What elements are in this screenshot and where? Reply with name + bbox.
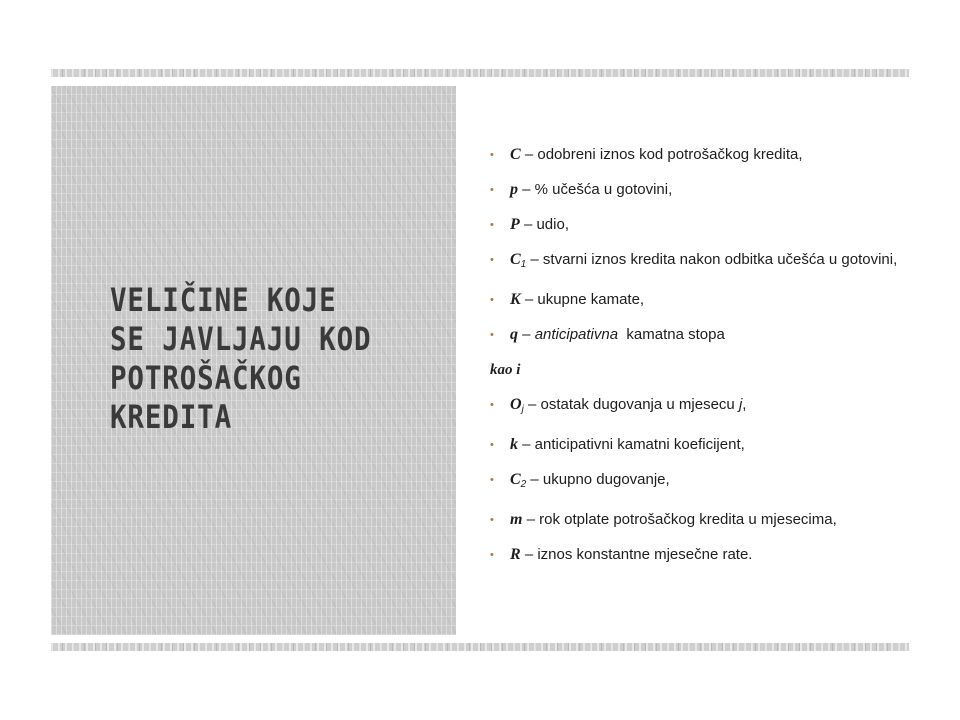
list-item	[490, 510, 900, 530]
list-item	[490, 180, 900, 200]
connector-text	[490, 360, 900, 380]
symbol-subscript: 1	[520, 259, 527, 270]
item-dash: –	[518, 326, 535, 343]
symbol: R	[510, 546, 521, 563]
kao-i-label: kao i	[490, 362, 521, 378]
list-item	[490, 250, 900, 275]
item-text: – udio,	[519, 216, 569, 233]
definitions-group-b	[490, 435, 900, 565]
item-text: – ukupne kamate,	[520, 291, 645, 308]
definitions-group-q	[490, 325, 900, 345]
symbol: C	[510, 146, 521, 163]
definitions-group-o	[490, 395, 900, 420]
bullet-icon: •	[490, 184, 494, 196]
item-text: – ukupno dugovanje,	[526, 471, 670, 488]
symbol: K	[510, 291, 521, 308]
symbol: P	[510, 216, 520, 233]
item-emphasis: j	[738, 396, 743, 413]
bullet-icon: •	[490, 549, 494, 561]
list-item	[490, 470, 900, 495]
bullet-icon: •	[490, 149, 494, 161]
bullet-icon: •	[490, 329, 494, 341]
item-emphasis: anticipativna	[534, 326, 619, 343]
item-text: – ostatak dugovanja u mjesecu	[523, 396, 739, 413]
list-item	[490, 545, 900, 565]
symbol: m	[510, 511, 523, 528]
slide-title: VELIČINE KOJE SE JAVLJAJU KOD POTROŠAČKOG KREDITA	[110, 281, 372, 436]
symbol: q	[510, 326, 518, 343]
symbol-subscript: 2	[520, 479, 527, 490]
list-item	[490, 290, 900, 310]
list-item	[490, 435, 900, 455]
bullet-icon: •	[490, 399, 494, 411]
symbol: C	[510, 471, 521, 488]
list-item	[490, 325, 900, 345]
symbol: k	[510, 436, 518, 453]
bullet-icon: •	[490, 514, 494, 526]
item-tail: ,	[742, 396, 747, 413]
item-text: – % učešća u gotovini,	[518, 181, 673, 198]
bottom-texture-band	[51, 643, 909, 651]
symbol-subscript: j	[521, 404, 524, 415]
symbol: O	[510, 396, 522, 413]
definitions-list	[490, 145, 900, 580]
bullet-icon: •	[490, 219, 494, 231]
list-item	[490, 145, 900, 165]
bullet-icon: •	[490, 254, 494, 266]
bullet-icon: •	[490, 474, 494, 486]
bullet-icon: •	[490, 294, 494, 306]
item-text: – odobreni iznos kod potrošačkog kredita,	[520, 146, 803, 163]
item-text: – anticipativni kamatni koeficijent,	[518, 436, 745, 453]
list-item	[490, 395, 900, 420]
symbol: p	[510, 181, 518, 198]
list-item	[490, 215, 900, 235]
symbol: C	[510, 251, 521, 268]
item-text: kamatna stopa	[618, 326, 725, 343]
item-text: – stvarni iznos kredita nakon odbitka učešća u gotovini,	[526, 251, 898, 268]
bullet-icon: •	[490, 439, 494, 451]
top-texture-band	[51, 69, 909, 77]
item-text: – rok otplate potrošačkog kredita u mjesecima,	[522, 511, 837, 528]
definitions-group-a	[490, 145, 900, 310]
item-text: – iznos konstantne mjesečne rate.	[520, 546, 753, 563]
